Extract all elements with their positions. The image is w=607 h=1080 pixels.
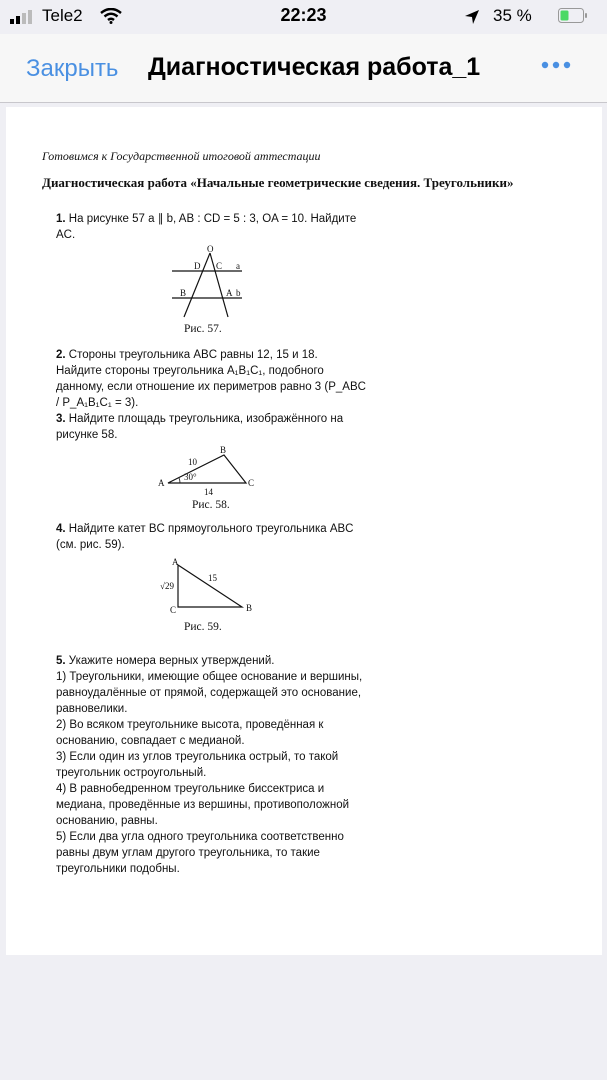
label-side-ac: 14 [204, 487, 213, 497]
figure-59-caption: Рис. 59. [184, 621, 222, 633]
more-options-icon[interactable] [540, 59, 572, 71]
question-text: Найдите площадь треугольника, изображённого на рисунке 58. [56, 413, 344, 441]
navigation-bar [0, 34, 607, 103]
question-text: Укажите номера верных утверждений. [68, 655, 275, 667]
label-a-line: a [236, 261, 240, 271]
figure-57-caption: Рис. 57. [184, 323, 222, 335]
label-angle: 30° [184, 472, 197, 482]
question-number: 1. [56, 213, 66, 225]
figure-59 [156, 557, 266, 615]
label-c: C [248, 478, 255, 488]
statement-1: 1) Треугольники, имеющие общее основание и вершины, равноудалённые от прямой, содержащей это основание, равновелики. [56, 671, 363, 715]
question-text: На рисунке 57 a ∥ b, AB : CD = 5 : 3, OA = 10. Найдите AC. [56, 213, 357, 241]
label-d: D [194, 261, 201, 271]
label-a: A [172, 557, 179, 567]
label-b: B [180, 288, 187, 298]
label-hypotenuse: 15 [208, 573, 217, 583]
question-text: Найдите катет BC прямоугольного треугольника ABC (см. рис. 59). [56, 523, 354, 551]
battery-percent: 35 % [493, 6, 532, 25]
question-5 [56, 653, 374, 877]
question-number: 5. [56, 655, 66, 667]
label-c: C [170, 605, 177, 615]
document-heading: Диагностическая работа «Начальные геометрические сведения. Треугольники» [42, 175, 514, 190]
figure-58-caption: Рис. 58. [192, 499, 230, 511]
clock: 22:23 [280, 5, 327, 25]
label-a: A [158, 478, 165, 488]
statement-2: 2) Во всяком треугольнике высота, проведённая к основанию, совпадает с медианой. [56, 719, 324, 747]
question-number: 3. [56, 413, 66, 425]
statement-3: 3) Если один из углов треугольника острый, то такой треугольник остроугольный. [56, 751, 339, 779]
document-subtitle: Готовимся к Государственной итоговой аттестации [42, 149, 321, 163]
close-button[interactable]: Закрыть [26, 55, 119, 82]
carrier-name: Tele2 [42, 6, 83, 25]
question-number: 2. [56, 349, 66, 361]
label-leg: √29 [160, 581, 174, 591]
label-o: O [207, 245, 214, 254]
page-title: Диагностическая работа_1 [148, 53, 481, 81]
location-arrow-icon [464, 9, 480, 25]
label-b-line: b [236, 288, 241, 298]
figure-58 [156, 445, 266, 497]
status-bar [0, 0, 607, 34]
label-b: B [220, 445, 227, 455]
document-page [6, 107, 602, 955]
label-a: A [226, 288, 233, 298]
question-4 [56, 521, 366, 553]
statement-4: 4) В равнобедренном треугольнике биссектриса и медиана, проведённые из вершины, противоположной основанию, равны. [56, 783, 350, 827]
figure-57 [166, 245, 266, 327]
label-c: C [216, 261, 223, 271]
label-side-ab: 10 [188, 457, 197, 467]
battery-icon [558, 8, 588, 23]
question-2 [56, 347, 366, 411]
statement-5: 5) Если два угла одного треугольника соответственно равны двум углам другого треугольника, то такие треугольники подобны. [56, 831, 344, 875]
label-b: B [246, 603, 253, 613]
question-1 [56, 211, 366, 243]
question-3 [56, 411, 366, 443]
question-text: Стороны треугольника ABC равны 12, 15 и 18. Найдите стороны треугольника A₁B₁C₁, подобного данному, если отношение их периметров равно 3 (P_ABC / P_A₁B₁C₁ = 3). [56, 349, 366, 409]
question-number: 4. [56, 523, 66, 535]
